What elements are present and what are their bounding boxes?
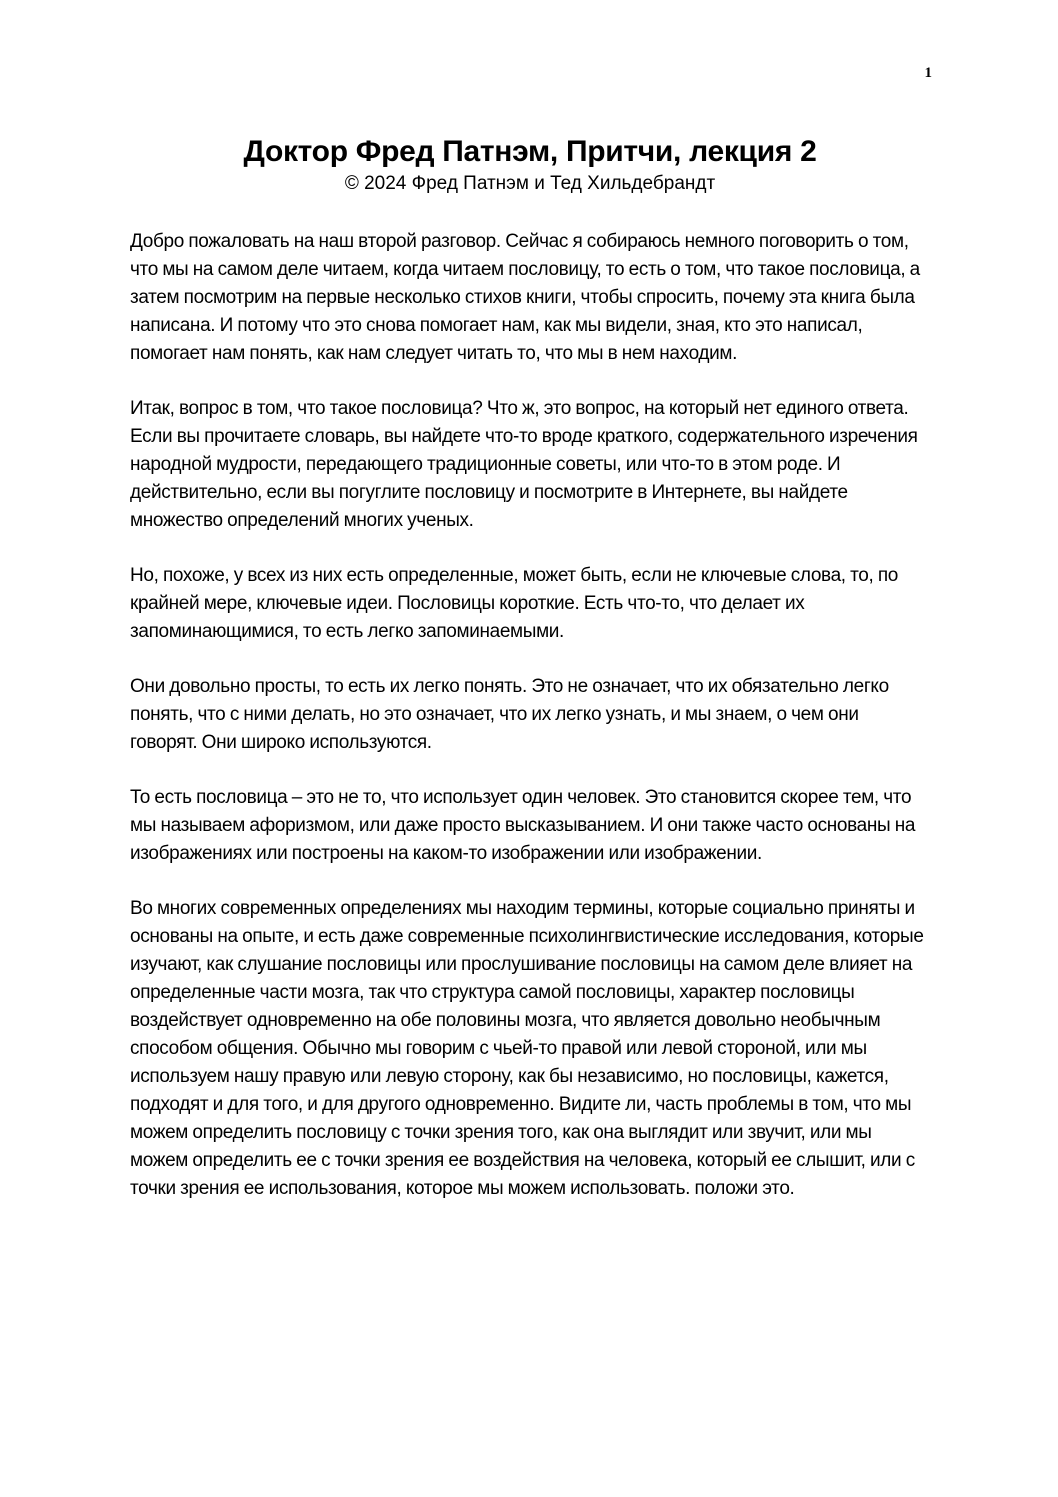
paragraph: Они довольно просты, то есть их легко понять. Это не означает, что их обязательно легко понять, что с ними делать, но это означает, что их легко узнать, и мы знаем, о чем они говорят. Они широко используются. xyxy=(130,676,889,753)
document-header xyxy=(130,133,930,197)
paragraph: То есть пословица – это не то, что использует один человек. Это становится скорее тем, что мы называем афоризмом, или даже просто высказыванием. И они также часто основаны на изображениях или построены на каком-то изображении или изображении. xyxy=(130,787,916,864)
copyright-line: © 2024 Фред Патнэм и Тед Хильдебрандт xyxy=(344,173,716,194)
paragraph: Но, похоже, у всех из них есть определенные, может быть, если не ключевые слова, то, по крайней мере, ключевые идеи. Пословицы короткие. Есть что-то, что делает их запоминающимися, то есть легко запоминаемыми. xyxy=(130,565,899,642)
page-number: 1 xyxy=(924,65,932,81)
paragraph: Итак, вопрос в том, что такое пословица? Что ж, это вопрос, на который нет единого ответа. Если вы прочитаете словарь, вы найдете что-то вроде краткого, содержательного изречения народной мудрости, передающего традиционные советы, или что-то в этом роде. И действительно, если вы погуглите пословицу и посмотрите в Интернете, вы найдете множество определений многих ученых. xyxy=(130,398,918,531)
document-title: Доктор Фред Патнэм, Притчи, лекция 2 xyxy=(243,135,817,168)
paragraph: Во многих современных определениях мы находим термины, которые социально приняты и основаны на опыте, и есть даже современные психолингвистические исследования, которые изучают, как слушание пословицы или прослушивание пословицы на самом деле влияет на определенные части мозга, так что структура самой пословицы, характер пословицы воздействует одновременно на обе половины мозга, что является довольно необычным способом общения. Обычно мы говорим с чьей-то правой или левой стороной, или мы используем нашу правую или левую сторону, как бы независимо, но пословицы, кажется, подходят и для того, и для другого одновременно. Видите ли, часть проблемы в том, что мы можем определить пословицу с точки зрения того, как она выглядит или звучит, или мы можем определить ее с точки зрения ее воздействия на человека, который ее слышит, или с точки зрения ее использования, которое мы можем использовать. положи это. xyxy=(130,898,924,1199)
document-body xyxy=(130,228,930,1230)
paragraph: Добро пожаловать на наш второй разговор. Сейчас я собираюсь немного поговорить о том, что мы на самом деле читаем, когда читаем пословицу, то есть о том, что такое пословица, а затем посмотрим на первые несколько стихов книги, чтобы спросить, почему эта книга была написана. И потому что это снова помогает нам, как мы видели, зная, кто это написал, помогает нам понять, как нам следует читать то, что мы в нем находим. xyxy=(130,231,920,364)
